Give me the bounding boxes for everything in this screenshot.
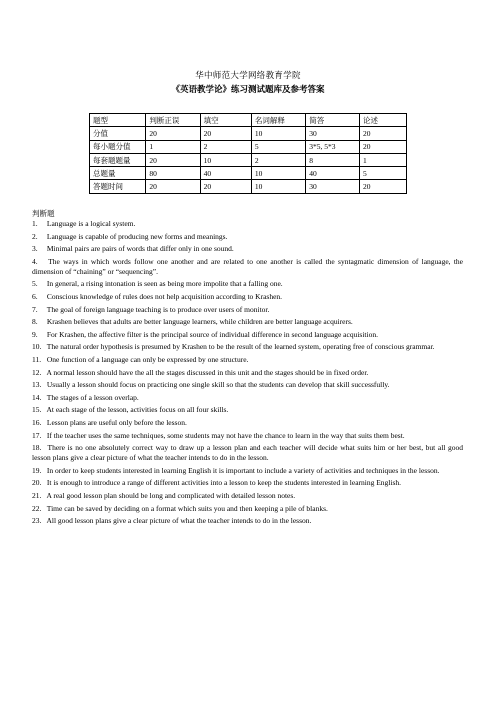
question-number: 13.: [32, 380, 42, 390]
table-row: [90, 114, 407, 127]
question-text: Language is a logical system.: [46, 219, 136, 228]
table-cell: 10: [200, 153, 251, 166]
question-text: In order to keep students interested in learning English it is important to include a variety of activities and techniques in the lesson.: [46, 465, 440, 475]
question-text: The natural order hypothesis is presumed by Krashen to be the result of the learned system, operating free of conscious grammar.: [46, 342, 435, 352]
question-item: [32, 257, 463, 277]
table-cell: 每小题分值: [90, 140, 146, 153]
table-cell: 30: [306, 180, 360, 193]
table-cell: 20: [146, 153, 200, 166]
question-text: At each stage of the lesson, activities focus on all four skills.: [46, 405, 229, 415]
question-number: 5.: [32, 279, 38, 289]
table-cell: 答题时间: [90, 180, 146, 193]
question-number: 15.: [32, 405, 42, 415]
question-number: 9.: [32, 329, 38, 339]
section-heading: 判断题: [32, 209, 55, 218]
question-item: [32, 491, 463, 501]
question-number: 20.: [32, 478, 42, 488]
question-text: Usually a lesson should focus on practicing one single skill so that the students can develop that skill successfully.: [46, 380, 390, 390]
table-cell: 总题量: [90, 167, 146, 180]
question-text: Minimal pairs are pairs of words that differ only in one sound.: [46, 244, 234, 254]
question-summary-table: [89, 113, 407, 194]
table-cell: 每套题题量: [90, 153, 146, 166]
table-cell: 1: [146, 140, 200, 153]
table-cell: 20: [359, 127, 406, 140]
table-header-cell: 名词解释: [251, 114, 305, 127]
question-number: 3.: [32, 244, 38, 254]
question-item: [32, 292, 463, 302]
table-cell: 20: [200, 180, 251, 193]
document-title: 《英语教学论》练习测试题库及参考答案: [171, 84, 325, 94]
question-text: In general, a rising intonation is seen as being more impolite that a falling one.: [46, 279, 283, 289]
table-cell: 3*5, 5*3: [306, 140, 360, 153]
table-cell: 20: [359, 140, 406, 153]
institution-name: 华中师范大学网络教育学院: [195, 70, 301, 80]
table-cell: 10: [251, 180, 305, 193]
table-header-cell: 简答: [306, 114, 360, 127]
question-number: 11.: [32, 355, 42, 365]
table-cell: 10: [251, 167, 305, 180]
question-item: [32, 279, 463, 289]
table-cell: 30: [306, 127, 360, 140]
table-cell: 40: [200, 167, 251, 180]
table-cell: 80: [146, 167, 200, 180]
question-item: [32, 443, 463, 463]
question-number: 1.: [32, 219, 38, 228]
question-number: 16.: [32, 418, 42, 427]
table-row: [90, 140, 407, 153]
question-text: A normal lesson should have the all the stages discussed in this unit and the stages should be in fixed order.: [46, 367, 369, 377]
question-number: 2.: [32, 231, 38, 241]
question-text: If the teacher uses the same techniques, some students may not have the chance to learn in the way that suits them best.: [46, 430, 405, 440]
question-item: [32, 355, 463, 365]
question-text: There is no one absolutely correct way to draw up a lesson plan and each teacher will decide what suits him or her best, but all good lesson plans give a clear picture of what the teacher intends to do in the lesson.: [32, 443, 463, 463]
question-number: 23.: [32, 516, 42, 526]
question-text: For Krashen, the affective filter is the principal source of individual difference in second language acquisition.: [46, 329, 378, 339]
table-cell: 5: [359, 167, 406, 180]
question-item: [32, 431, 463, 441]
question-item: [32, 342, 463, 352]
question-item: [32, 305, 463, 315]
question-item: [32, 232, 463, 242]
question-number: 17.: [32, 430, 42, 440]
question-text: One function of a language can only be expressed by one structure.: [46, 355, 249, 365]
table-cell: 8: [306, 153, 360, 166]
table-cell: 2: [200, 140, 251, 153]
question-text: Lesson plans are useful only before the lesson.: [46, 418, 187, 427]
question-number: 14.: [32, 392, 42, 402]
table-cell: 40: [306, 167, 360, 180]
question-text: Language is capable of producing new forms and meanings.: [46, 231, 228, 241]
table-cell: 20: [359, 180, 406, 193]
table-cell: 2: [251, 153, 305, 166]
question-number: 22.: [32, 503, 42, 513]
question-item: [32, 466, 463, 476]
question-number: 6.: [32, 292, 38, 302]
question-item: [32, 418, 463, 428]
table-row: [90, 127, 407, 140]
table-row: [90, 180, 407, 193]
table-cell: 5: [251, 140, 305, 153]
question-item: [32, 380, 463, 390]
table-cell: 1: [359, 153, 406, 166]
table-header-cell: 题型: [90, 114, 146, 127]
table-cell: 20: [200, 127, 251, 140]
table-cell: 20: [146, 127, 200, 140]
question-item: [32, 478, 463, 488]
question-item: [32, 219, 463, 229]
question-text: Time can be saved by deciding on a format which suits you and then keeping a pile of blanks.: [46, 503, 328, 513]
question-item: [32, 330, 463, 340]
question-item: [32, 317, 463, 327]
table-row: [90, 167, 407, 180]
question-number: 7.: [32, 304, 38, 314]
question-number: 4.: [32, 256, 38, 266]
question-number: 12.: [32, 367, 42, 377]
table-header-cell: 填空: [200, 114, 251, 127]
question-list: [32, 219, 463, 529]
question-text: All good lesson plans give a clear picture of what the teacher intends to do in the lesson.: [46, 516, 312, 526]
question-text: A real good lesson plan should be long and complicated with detailed lesson notes.: [46, 491, 296, 501]
question-item: [32, 516, 463, 526]
question-item: [32, 244, 463, 254]
question-text: The stages of a lesson overlap.: [46, 392, 139, 402]
question-number: 21.: [32, 491, 42, 501]
table-row: [90, 153, 407, 166]
table-header-cell: 判断正误: [146, 114, 200, 127]
question-item: [32, 405, 463, 415]
question-item: [32, 368, 463, 378]
question-text: Conscious knowledge of rules does not help acquisition according to Krashen.: [46, 292, 283, 302]
table-header-cell: 论述: [359, 114, 406, 127]
question-text: It is enough to introduce a range of different activities into a lesson to keep the students interested in learning English.: [46, 478, 402, 488]
question-text: The goal of foreign language teaching is to produce over users of monitor.: [46, 304, 270, 314]
table-cell: 分值: [90, 127, 146, 140]
question-item: [32, 504, 463, 514]
question-number: 18.: [32, 443, 42, 453]
question-item: [32, 393, 463, 403]
question-text: Krashen believes that adults are better language learners, while children are better language acquirers.: [46, 317, 353, 327]
question-number: 19.: [32, 465, 42, 475]
question-number: 8.: [32, 317, 38, 327]
question-text: The ways in which words follow one another and are related to one another is called the syntagmatic dimension of language, the dimension of “chaining” or “sequencing”.: [32, 256, 463, 276]
table-cell: 20: [146, 180, 200, 193]
table-cell: 10: [251, 127, 305, 140]
question-number: 10.: [32, 342, 42, 352]
